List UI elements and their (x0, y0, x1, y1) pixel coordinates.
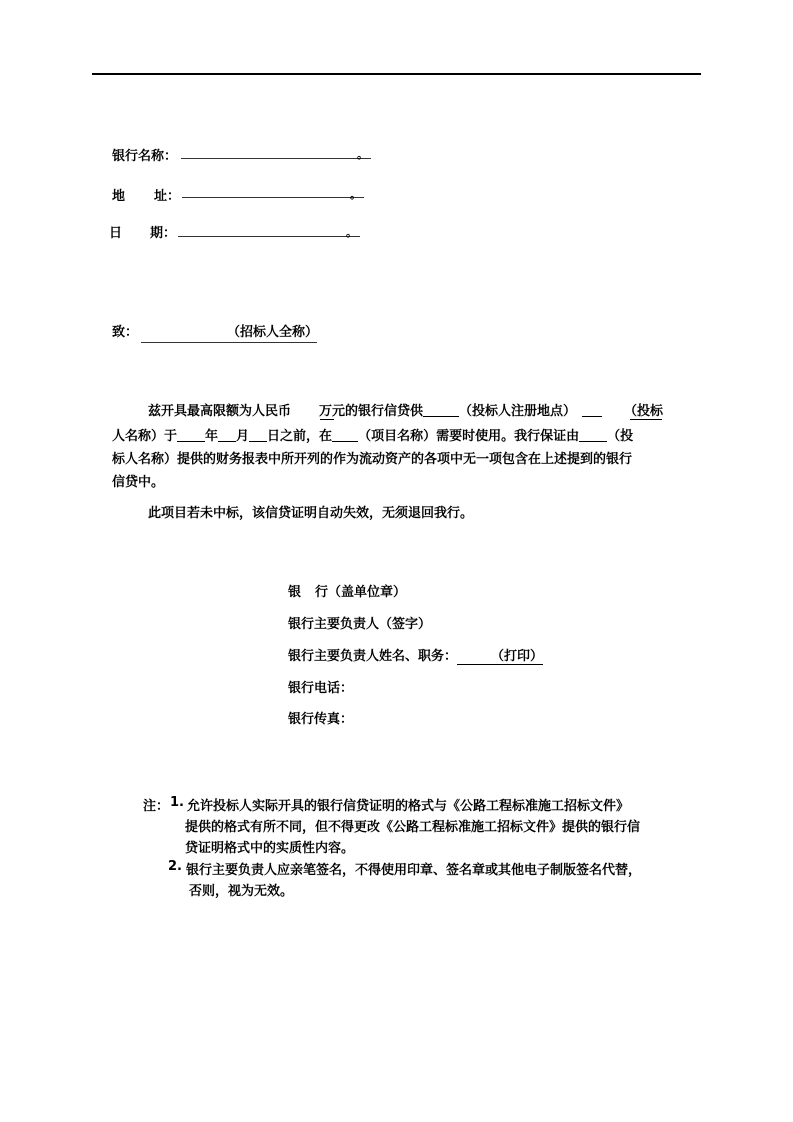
bank-phone-label: 银行电话： (288, 681, 354, 696)
text-segment: （投标人注册地点） (459, 404, 577, 419)
project-blank[interactable] (332, 427, 358, 442)
note-1-number: 1. (170, 795, 184, 810)
text-segment: 月 (236, 429, 250, 444)
text-segment: 人名称）于 (112, 429, 178, 444)
text-segment: 万元的银行信贷供 (319, 404, 424, 419)
bank-head-signature: 银行主要负责人（签字） (288, 617, 432, 632)
bank-fax-label: 银行传真： (288, 712, 354, 727)
date-label-a: 日 (109, 226, 123, 241)
bidder-name-blank-line[interactable] (630, 419, 662, 420)
body-paragraph-1-line-4: 信贷中。 (112, 475, 165, 490)
month-blank[interactable] (218, 427, 236, 442)
bank-seal-label-b: 行（盖单位章） (315, 585, 407, 600)
notes-prefix: 注： (143, 799, 170, 814)
note-1-line-3: 贷证明格式中的实质性内容。 (185, 841, 355, 856)
note-1-line-2: 提供的格式有所不同，但不得更改《公路工程标准施工招标文件》提供的银行信 (185, 820, 641, 835)
bank-seal-label-a: 银 (288, 585, 302, 600)
note-2-number: 2. (168, 859, 182, 874)
address-label-a: 地 (112, 189, 126, 204)
text-segment: （投 (607, 429, 634, 444)
note-2-line-1: 银行主要负责人应亲笔签名，不得使用印章、签名章或其他电子制版签名代替， (186, 863, 642, 878)
bank-name-field[interactable] (181, 158, 371, 159)
print-hint: （打印） (491, 649, 544, 664)
bank-head-name-title-label: 银行主要负责人姓名、职务： (288, 649, 458, 664)
date-field[interactable] (178, 236, 360, 237)
bank-seal-line (288, 581, 406, 600)
bidder-blank[interactable] (579, 427, 607, 442)
bank-head-name-title-line (288, 645, 543, 665)
note-2-line-2: 否则，视为无效。 (189, 884, 294, 899)
body-paragraph-1-line-2 (112, 425, 633, 444)
year-blank[interactable] (177, 427, 205, 442)
text-segment: 兹开具最高限额为人民币 (148, 404, 292, 419)
header-rule (92, 73, 701, 75)
body-paragraph-2: 此项目若未中标，该信贷证明自动失效，无须退回我行。 (148, 506, 474, 521)
bank-name-period: 。 (357, 148, 368, 161)
bank-head-name-title-field[interactable] (457, 645, 543, 665)
address-period: 。 (350, 188, 361, 201)
text-segment: 日之前，在 (267, 429, 333, 444)
date-label-b: 期： (150, 226, 177, 241)
addressee-placeholder: （招标人全称） (227, 325, 319, 340)
address-field[interactable] (182, 197, 364, 198)
amount-blank-line[interactable] (320, 419, 334, 420)
addressee-label: 致： (112, 325, 139, 340)
body-paragraph-1-line-3: 标人名称）提供的财务报表中所开列的作为流动资产的各项中无一项包含在上述提到的银行 (112, 452, 633, 467)
blank-field[interactable] (423, 402, 459, 417)
text-segment: 年 (205, 429, 219, 444)
day-blank[interactable] (249, 427, 267, 442)
bank-name-label: 银行名称： (112, 149, 178, 164)
blank-field[interactable] (582, 402, 602, 417)
body-paragraph-1-line-1 (148, 400, 663, 419)
address-label-b: 址： (154, 189, 181, 204)
text-segment: （投标 (624, 404, 664, 419)
date-period: 。 (346, 226, 357, 239)
note-1-line-1: 允许投标人实际开具的银行信贷证明的格式与《公路工程标准施工招标文件》 (187, 799, 630, 814)
text-segment: （项目名称）需要时使用。我行保证由 (358, 429, 580, 444)
addressee-field[interactable] (141, 342, 317, 343)
